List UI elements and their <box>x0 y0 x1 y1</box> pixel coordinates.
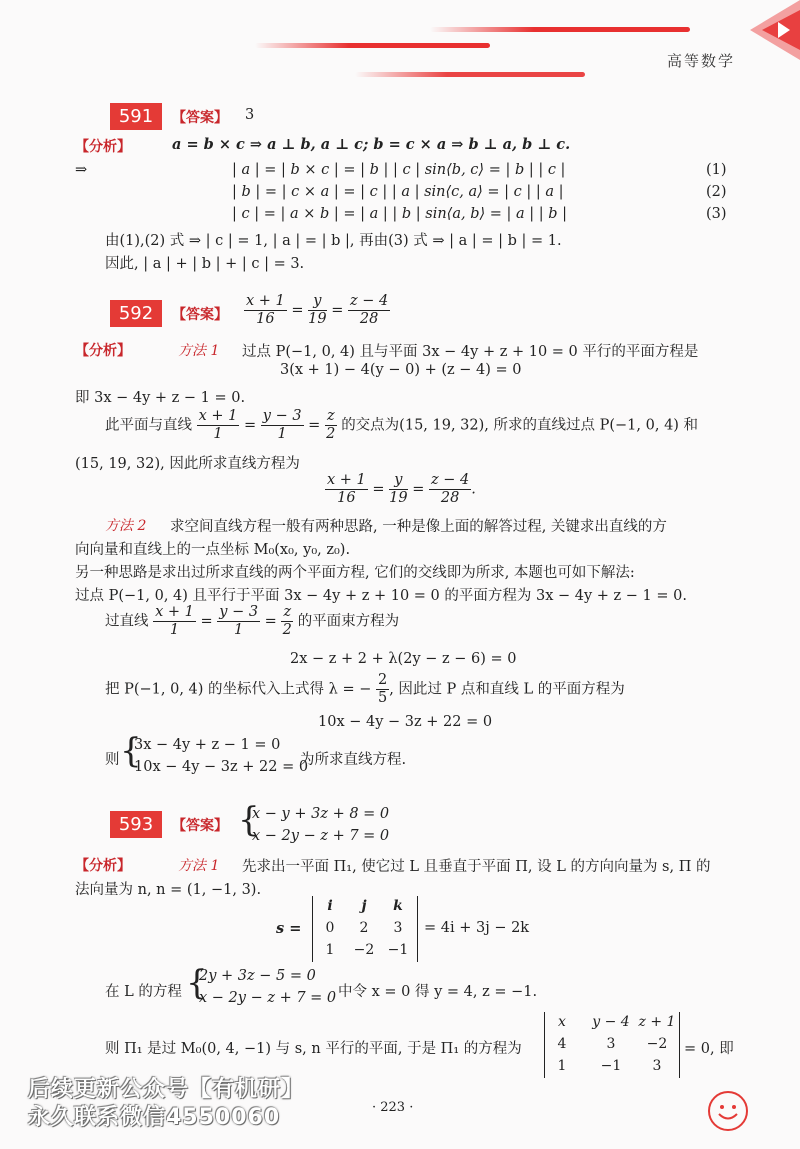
line-L-postfix: 中令 x = 0 得 y = 4, z = −1. <box>338 984 538 1000</box>
system-brace: { <box>120 731 142 771</box>
method-2-text-2: 向向量和直线上的一点坐标 M₀(x₀, y₀, z₀). <box>75 542 351 558</box>
method-1-text: 先求出一平面 Π₁, 使它过 L 且垂直于平面 Π, 设 L 的方向向量为 s, Π 的 <box>242 859 711 875</box>
equation-2-number: (2) <box>706 184 727 200</box>
system-eq-1: 3x − 4y + z − 1 = 0 <box>134 737 281 753</box>
method-1-equation: 3(x + 1) − 4(y − 0) + (z − 4) = 0 <box>280 362 522 378</box>
conclusion-line: 由(1),(2) 式 ⇒ | c | = 1, | a | = | b |, 再由(3) 式 ⇒ | a | = | b | = 1. <box>105 233 562 249</box>
method-2-text-4: 过点 P(−1, 0, 4) 且平行于平面 3x − 4y + z + 10 = 0 的平面方程为 3x − 4y + z − 1 = 0. <box>75 588 687 604</box>
implies-symbol: ⇒ <box>75 162 88 178</box>
intersection-line: 此平面与直线 $\frac{x + 1}{1}$ = $\frac{y - 3}{1}$ = $\frac{z}{2}$ 的交点为(15, 19, 32), 所求的直线过点 P(−1, 0, 4) 和 <box>105 408 699 442</box>
equation-3: | c | = | a × b | = | a | | b | sin⟨a, b⟩ = | a | | b | <box>232 206 568 222</box>
answer-value: 3 <box>245 107 255 123</box>
watermark-line-2: 永久联系微信4550060 <box>28 1105 281 1130</box>
watermark-line-1: 后续更新公众号【有机研】 <box>28 1077 305 1102</box>
line-L-prefix: 在 L 的方程 <box>105 984 182 1000</box>
header-stripe-1 <box>430 27 690 32</box>
system-eq-2: 10x − 4y − 3z + 22 = 0 <box>134 759 309 775</box>
header-stripe-3 <box>355 72 585 77</box>
answer-tag: 【答案】 <box>172 110 228 126</box>
answer-eq-1: x − y + 3z + 8 = 0 <box>252 806 390 822</box>
analysis-tag: 【分析】 <box>75 343 131 359</box>
answer-fractions: $\frac{x + 1}{16}$ = $\frac{y}{19}$ = $\frac{z - 4}{28}$ <box>246 293 389 327</box>
method-1-label: 方法 1 <box>178 858 220 874</box>
determinant-rhs: = 4i + 3j − 2k <box>424 920 530 936</box>
answer-tag: 【答案】 <box>172 307 228 323</box>
line-L-eq-2: x − 2y − z + 7 = 0 <box>199 990 337 1006</box>
system-then: 则 <box>105 752 120 768</box>
method-2-text-1: 求空间直线方程一般有两种思路, 一种是像上面的解答过程, 关键求出直线的方 <box>170 519 667 535</box>
question-number-592: 592 <box>110 300 162 327</box>
determinant-lhs: s = <box>276 920 302 937</box>
analysis-tag: 【分析】 <box>75 858 131 874</box>
answer-tag: 【答案】 <box>172 818 228 834</box>
analysis-tag: 【分析】 <box>75 139 131 155</box>
method-1-label: 方法 1 <box>178 343 220 359</box>
page-number: · 223 · <box>372 1100 414 1115</box>
smiley-icon <box>708 1091 748 1131</box>
method-1-text: 过点 P(−1, 0, 4) 且与平面 3x − 4y + z + 10 = 0 平行的平面方程是 <box>242 344 699 360</box>
equation-2: | b | = | c × a | = | c | | a | sin⟨c, a⟩ = | c | | a | <box>232 184 564 200</box>
line-L-brace: { <box>186 963 208 1003</box>
analysis-line: a = b × c ⇒ a ⊥ b, a ⊥ c; b = c × a ⇒ b ⊥ a, b ⊥ c. <box>172 136 571 153</box>
answer-eq-2: x − 2y − z + 7 = 0 <box>252 828 390 844</box>
question-number-593: 593 <box>110 811 162 838</box>
line-L-eq-1: 2y + 3z − 5 = 0 <box>199 968 316 984</box>
final-line-equation: $\frac{x + 1}{16}$ = $\frac{y}{19}$ = $\frac{z - 4}{28}$ . <box>327 472 476 506</box>
method-2-label: 方法 2 <box>105 518 147 534</box>
intersection-line-continued: (15, 19, 32), 因此所求直线方程为 <box>75 456 300 472</box>
plane-pencil-line: 过直线 $\frac{x + 1}{1}$ = $\frac{y - 3}{1}$ = $\frac{z}{2}$ 的平面束方程为 <box>105 604 400 638</box>
determinant-1: i j k 0 2 3 1 −2 −1 <box>312 896 418 962</box>
determinant-2: x y − 4 z + 1 4 3 −2 1 −1 3 <box>544 1012 680 1078</box>
header-title: 高等数学 <box>667 52 736 70</box>
determinant-2-rhs: = 0, 即 <box>684 1041 734 1057</box>
plane-pencil-equation: 2x − z + 2 + λ(2y − z − 6) = 0 <box>290 651 517 667</box>
question-number-591: 591 <box>110 103 162 130</box>
conclusion-sum: 因此, | a | + | b | + | c | = 3. <box>105 256 305 272</box>
answer-brace: { <box>238 800 260 840</box>
plane-pi1-text: 则 Π₁ 是过 M₀(0, 4, −1) 与 s, n 平行的平面, 于是 Π₁ 的方程为 <box>105 1041 522 1057</box>
lambda-substitution: 把 P(−1, 0, 4) 的坐标代入上式得 λ = − $\frac{2}{5}$ , 因此过 P 点和直线 L 的平面方程为 <box>105 672 625 706</box>
method-1-result: 即 3x − 4y + z − 1 = 0. <box>75 390 246 406</box>
plane-equation: 10x − 4y − 3z + 22 = 0 <box>318 714 493 730</box>
equation-3-number: (3) <box>706 206 727 222</box>
method-2-text-3: 另一种思路是求出过所求直线的两个平面方程, 它们的交线即为所求, 本题也可如下解法: <box>75 565 635 581</box>
system-conclusion: 为所求直线方程. <box>300 752 407 768</box>
method-1-text-2: 法向量为 n, n = (1, −1, 3). <box>75 882 262 898</box>
equation-1: | a | = | b × c | = | b | | c | sin⟨b, c⟩ = | b | | c | <box>232 162 566 178</box>
corner-arrow-decoration <box>740 0 800 90</box>
equation-1-number: (1) <box>706 162 727 178</box>
header-stripe-2 <box>255 43 490 48</box>
